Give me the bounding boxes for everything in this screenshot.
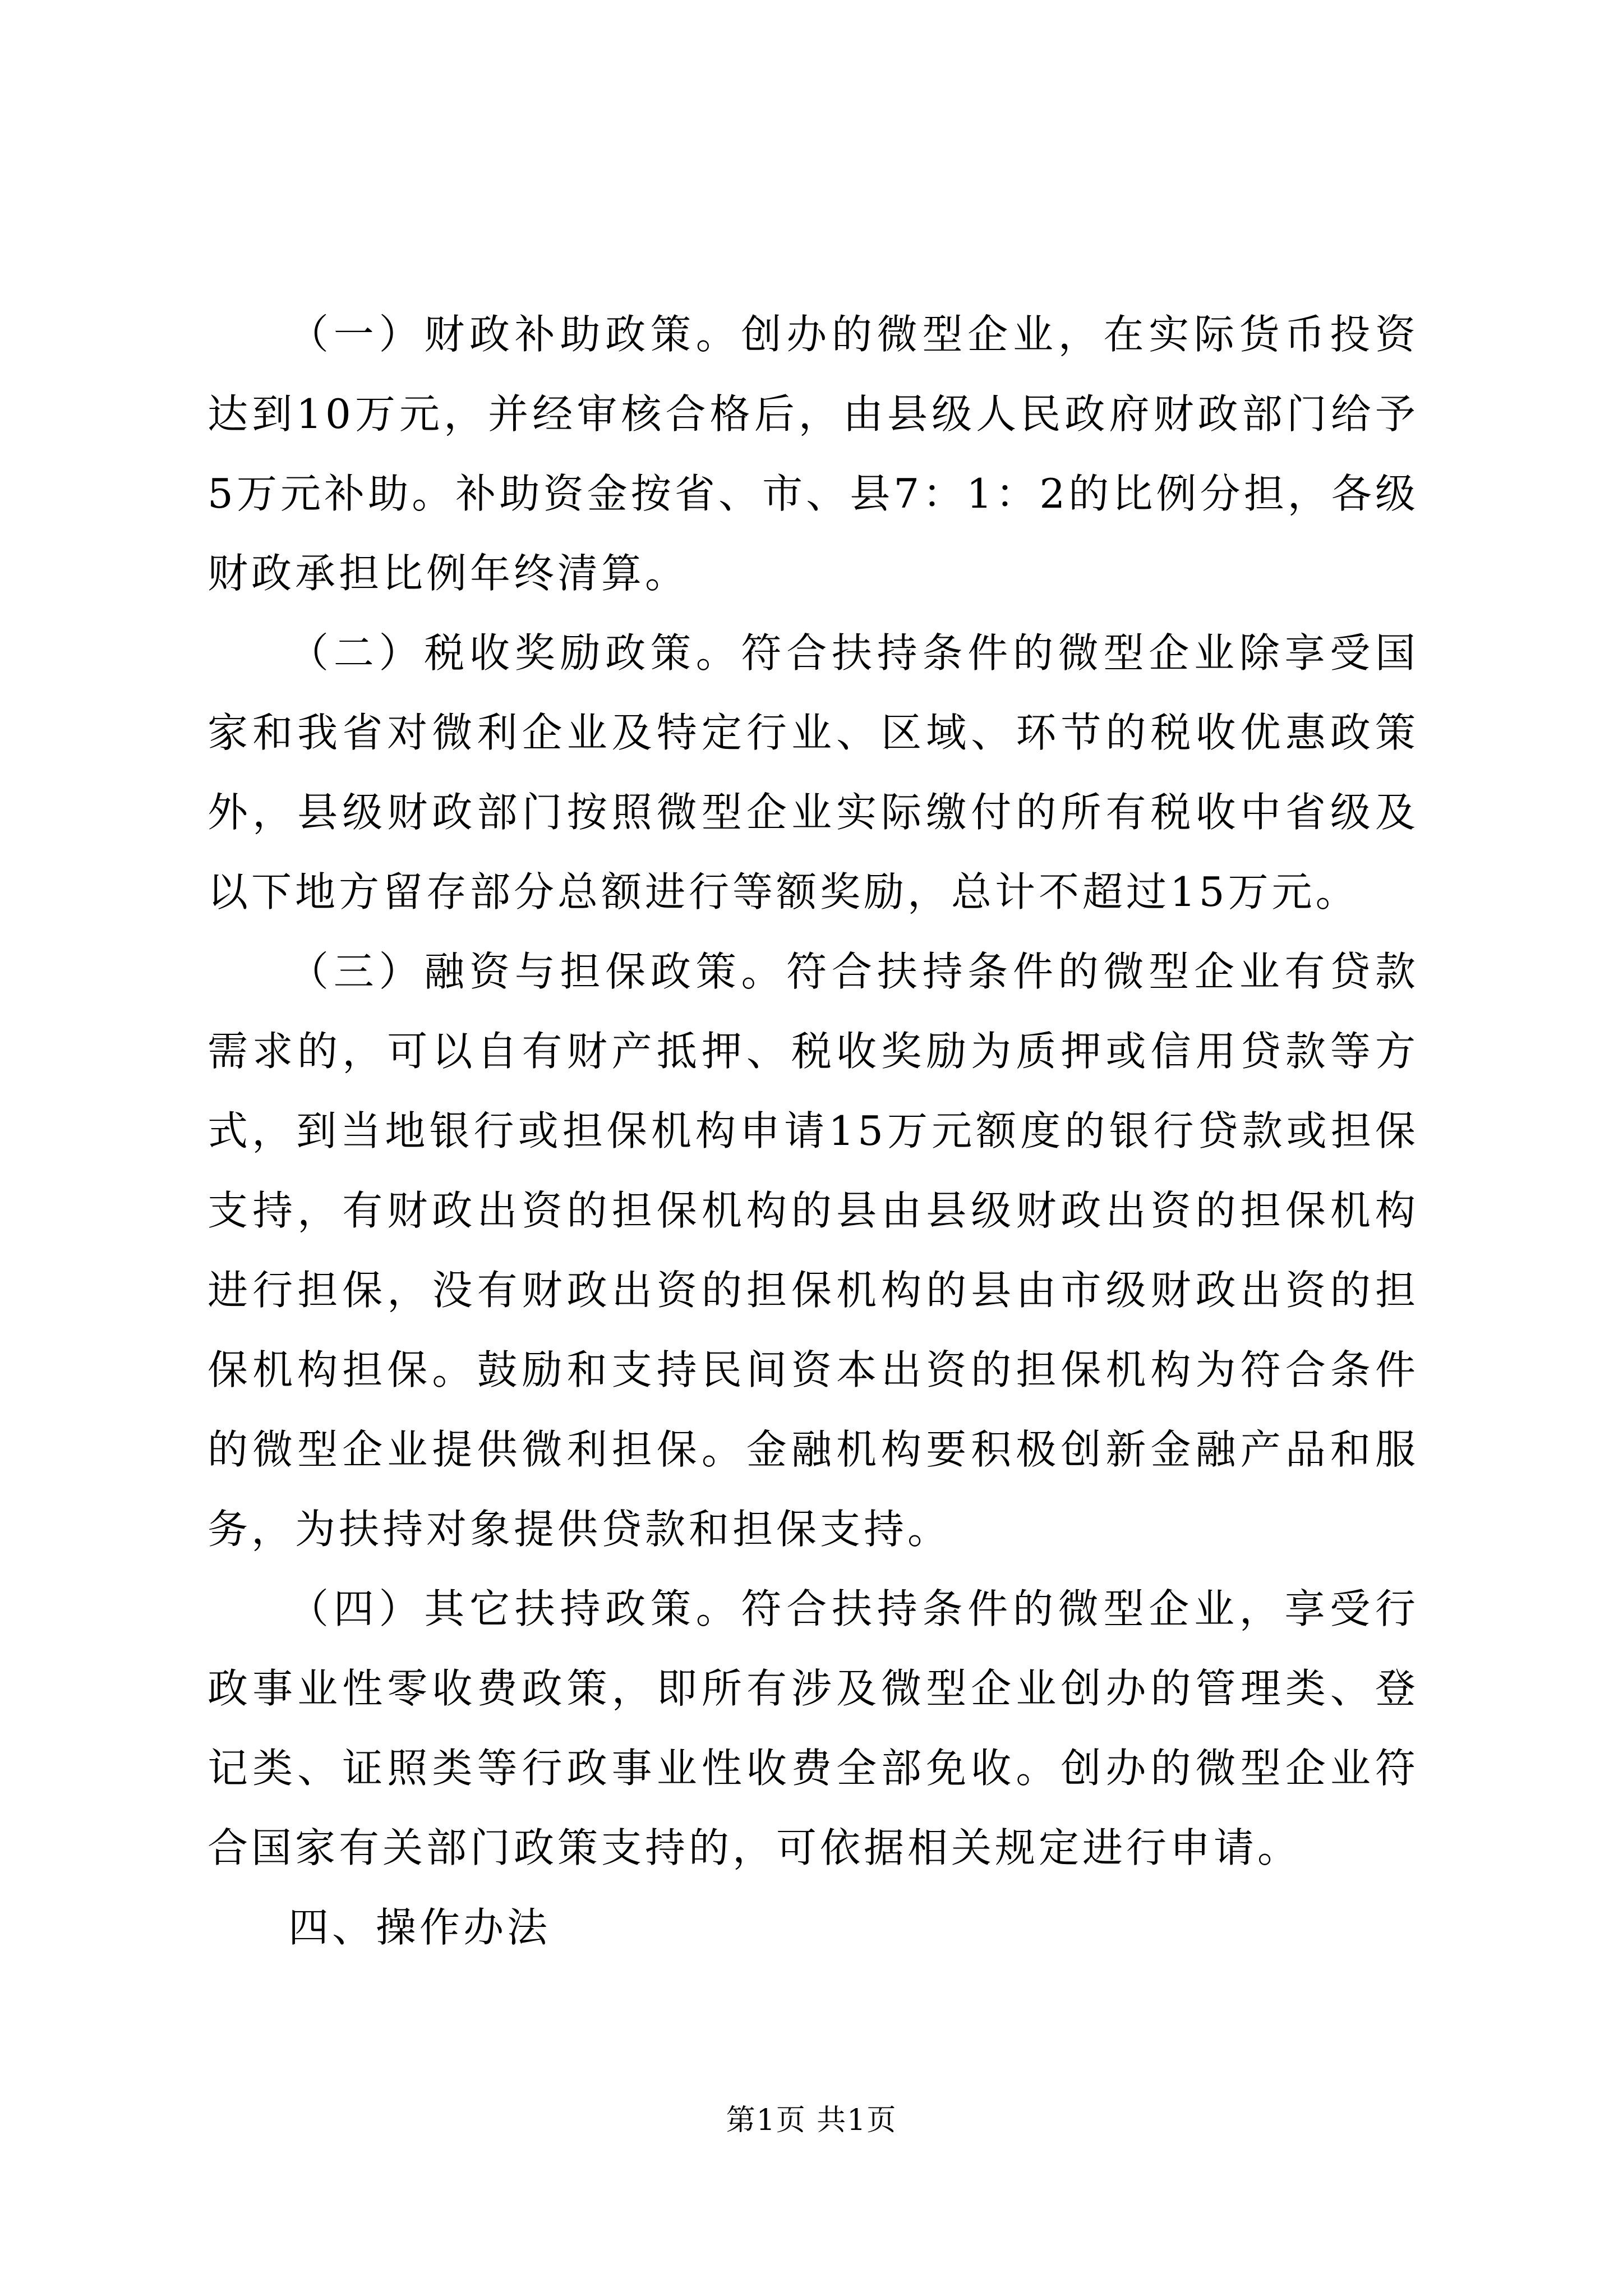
section-heading: 四、操作办法 [288,1904,551,1951]
page-footer: 第1页 共1页 [726,2104,897,2137]
paragraph-fiscal-subsidy: （一）财政补助政策。创办的微型企业，在实际货币投资达到10万元，并经审核合格后，由县级人民政府财政部门给予5万元补助。补助资金按省、市、县7：1：2的比例分担，各级财政承担比例年终清算。 [208,311,1419,597]
paragraph-other-support: （四）其它扶持政策。符合扶持条件的微型企业，享受行政事业性零收费政策，即所有涉及微型企业创办的管理类、登记类、证照类等行政事业性收费全部免收。创办的微型企业符合国家有关部门政策支持的，可依据相关规定进行申请。 [208,1585,1419,1871]
paragraph-financing-guarantee: （三）融资与担保政策。符合扶持条件的微型企业有贷款需求的，可以自有财产抵押、税收奖励为质押或信用贷款等方式，到当地银行或担保机构申请15万元额度的银行贷款或担保支持，有财政出资的担保机构的县由县级财政出资的担保机构进行担保，没有财政出资的担保机构的县由市级财政出资的担保机构担保。鼓励和支持民间资本出资的担保机构为符合条件的微型企业提供微利担保。金融机构要积极创新金融产品和服务，为扶持对象提供贷款和担保支持。 [208,948,1419,1553]
paragraph-tax-incentive: （二）税收奖励政策。符合扶持条件的微型企业除享受国家和我省对微利企业及特定行业、区域、环节的税收优惠政策外，县级财政部门按照微型企业实际缴付的所有税收中省级及以下地方留存部分总额进行等额奖励，总计不超过15万元。 [208,629,1419,915]
document-body [208,295,1419,1967]
